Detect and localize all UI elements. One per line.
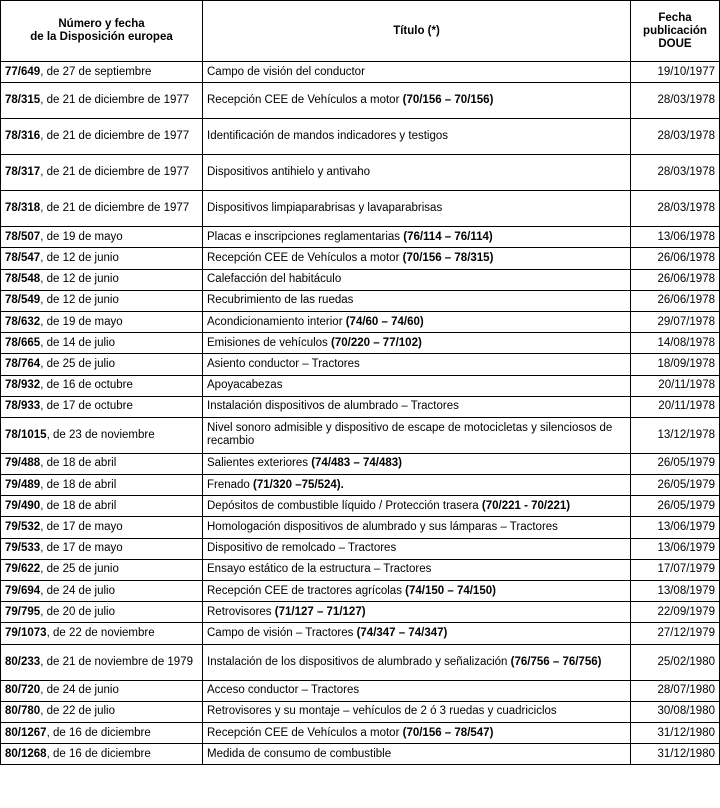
directive-number: 78/933 (5, 400, 41, 413)
directive-title: Campo de visión del conductor (207, 65, 365, 78)
cell-title (203, 248, 631, 269)
cell-title (203, 496, 631, 517)
directive-title: Salientes exteriores (207, 457, 312, 470)
cell-title (203, 290, 631, 311)
cell-title (203, 453, 631, 474)
table-row (1, 396, 720, 417)
table-row (1, 155, 720, 191)
cell-publication-date: 31/12/1980 (631, 744, 720, 765)
cell-title (203, 701, 631, 722)
directive-date: , de 20 de julio (40, 605, 115, 618)
directive-number: 78/315 (5, 94, 41, 107)
cell-publication-date: 28/03/1978 (631, 83, 720, 119)
table-header (1, 1, 720, 62)
directive-reference: (74/347 – 74/347) (356, 626, 448, 639)
table-row (1, 311, 720, 332)
directive-number: 78/549 (5, 294, 41, 307)
directive-date: , de 16 de diciembre (46, 726, 151, 739)
cell-number-date (1, 644, 203, 680)
cell-title (203, 62, 631, 83)
directive-date: , de 25 de junio (40, 563, 119, 576)
directive-number: 78/318 (5, 202, 41, 215)
cell-publication-date: 13/06/1979 (631, 538, 720, 559)
cell-number-date (1, 453, 203, 474)
table-row (1, 453, 720, 474)
directive-date: , de 21 de diciembre de 1977 (40, 130, 190, 143)
cell-title (203, 333, 631, 354)
cell-publication-date: 26/06/1978 (631, 290, 720, 311)
directive-date: , de 21 de diciembre de 1977 (40, 94, 190, 107)
header-title: Título (*) (203, 1, 631, 62)
cell-title (203, 722, 631, 743)
cell-title (203, 417, 631, 453)
table-row (1, 269, 720, 290)
table-row (1, 375, 720, 396)
directive-title: Apoyacabezas (207, 379, 283, 392)
directive-date: , de 12 de junio (40, 251, 119, 264)
cell-publication-date: 29/07/1978 (631, 311, 720, 332)
directive-date: , de 22 de noviembre (46, 626, 155, 639)
directive-title: Recepción CEE de Vehículos a motor (207, 251, 403, 264)
directive-date: , de 24 de junio (40, 684, 119, 697)
cell-number-date (1, 119, 203, 155)
cell-publication-date: 26/06/1978 (631, 269, 720, 290)
cell-title (203, 191, 631, 227)
directive-number: 78/548 (5, 273, 41, 286)
cell-publication-date: 22/09/1979 (631, 602, 720, 623)
directive-date: , de 27 de septiembre (40, 65, 152, 78)
cell-title (203, 538, 631, 559)
directive-date: , de 16 de diciembre (46, 747, 151, 760)
directive-number: 78/317 (5, 166, 41, 179)
directive-number: 78/665 (5, 336, 41, 349)
cell-publication-date: 26/05/1979 (631, 453, 720, 474)
cell-number-date (1, 333, 203, 354)
cell-number-date (1, 559, 203, 580)
cell-publication-date: 26/05/1979 (631, 475, 720, 496)
table-row (1, 227, 720, 248)
cell-publication-date: 17/07/1979 (631, 559, 720, 580)
cell-title (203, 354, 631, 375)
directive-title: Recubrimiento de las ruedas (207, 294, 354, 307)
directive-title: Depósitos de combustible líquido / Protección trasera (207, 499, 482, 512)
directive-date: , de 22 de julio (40, 705, 115, 718)
cell-title (203, 744, 631, 765)
cell-number-date (1, 680, 203, 701)
cell-title (203, 119, 631, 155)
table-row (1, 333, 720, 354)
directive-date: , de 19 de mayo (40, 230, 123, 243)
directive-title: Acceso conductor – Tractores (207, 684, 360, 697)
table-row (1, 417, 720, 453)
directive-number: 79/1073 (5, 626, 47, 639)
cell-title (203, 155, 631, 191)
cell-title (203, 269, 631, 290)
cell-publication-date: 20/11/1978 (631, 396, 720, 417)
directive-date: , de 17 de mayo (40, 542, 123, 555)
directive-title: Dispositivo de remolcado – Tractores (207, 542, 397, 555)
directive-title: Medida de consumo de combustible (207, 747, 392, 760)
directive-date: , de 23 de noviembre (46, 428, 155, 441)
directive-date: , de 12 de junio (40, 273, 119, 286)
directive-reference: (70/156 – 70/156) (402, 94, 494, 107)
directive-date: , de 16 de octubre (40, 379, 133, 392)
table-row (1, 559, 720, 580)
cell-number-date (1, 602, 203, 623)
cell-title (203, 227, 631, 248)
cell-number-date (1, 538, 203, 559)
directive-title: Nivel sonoro admisible y dispositivo de escape de motocicletas y silenciosos de recambio (207, 422, 613, 448)
directive-number: 78/547 (5, 251, 41, 264)
cell-number-date (1, 354, 203, 375)
directive-date: , de 17 de octubre (40, 400, 133, 413)
directive-number: 78/932 (5, 379, 41, 392)
directive-reference: (74/60 – 74/60) (345, 315, 424, 328)
directive-number: 79/490 (5, 499, 41, 512)
table-row (1, 680, 720, 701)
header-number-date-line2: de la Disposición europea (30, 31, 173, 43)
directive-date: , de 21 de diciembre de 1977 (40, 166, 190, 179)
cell-publication-date: 19/10/1977 (631, 62, 720, 83)
directive-title: Recepción CEE de tractores agrícolas (207, 584, 406, 597)
directive-title: Retrovisores y su montaje – vehículos de 2 ó 3 ruedas y cuadriciclos (207, 705, 557, 718)
cell-number-date (1, 581, 203, 602)
cell-publication-date: 14/08/1978 (631, 333, 720, 354)
directive-title: Campo de visión – Tractores (207, 626, 357, 639)
header-pub-line3: DOUE (658, 37, 692, 50)
table-row (1, 83, 720, 119)
directive-date: , de 21 de noviembre de 1979 (40, 655, 193, 668)
table-body (1, 62, 720, 765)
cell-publication-date: 26/06/1978 (631, 248, 720, 269)
table-row (1, 538, 720, 559)
directive-reference: (74/483 – 74/483) (311, 457, 402, 470)
directive-title: Calefacción del habitáculo (207, 273, 342, 286)
directive-number: 79/532 (5, 521, 41, 534)
cell-publication-date: 25/02/1980 (631, 644, 720, 680)
directive-number: 80/720 (5, 684, 41, 697)
cell-publication-date: 28/03/1978 (631, 119, 720, 155)
directive-number: 79/489 (5, 478, 41, 491)
table-row (1, 517, 720, 538)
directive-reference: (71/320 –75/524). (253, 478, 344, 491)
cell-number-date (1, 83, 203, 119)
cell-number-date (1, 722, 203, 743)
cell-number-date (1, 311, 203, 332)
cell-number-date (1, 227, 203, 248)
cell-number-date (1, 62, 203, 83)
table-row (1, 191, 720, 227)
directive-number: 78/764 (5, 357, 41, 370)
directive-number: 79/488 (5, 457, 41, 470)
cell-title (203, 559, 631, 580)
cell-number-date (1, 248, 203, 269)
directive-reference: (70/220 – 77/102) (331, 336, 422, 349)
directive-number: 80/233 (5, 655, 41, 668)
directive-number: 78/316 (5, 130, 41, 143)
directive-title: Recepción CEE de Vehículos a motor (207, 726, 403, 739)
cell-publication-date: 13/12/1978 (631, 417, 720, 453)
directive-title: Acondicionamiento interior (207, 315, 346, 328)
directive-title: Instalación dispositivos de alumbrado – Tractores (207, 400, 459, 413)
table-row (1, 290, 720, 311)
cell-title (203, 581, 631, 602)
table-row (1, 62, 720, 83)
directive-date: , de 18 de abril (40, 478, 117, 491)
cell-title (203, 644, 631, 680)
directive-number: 80/780 (5, 705, 41, 718)
cell-number-date (1, 290, 203, 311)
directive-reference: (76/756 – 76/756) (510, 655, 602, 668)
cell-publication-date: 28/03/1978 (631, 155, 720, 191)
directive-title: Retrovisores (207, 605, 275, 618)
cell-publication-date: 20/11/1978 (631, 375, 720, 396)
cell-title (203, 517, 631, 538)
directive-date: , de 25 de julio (40, 357, 115, 370)
header-number-date-line1: Número y fecha (58, 18, 145, 30)
table-row (1, 722, 720, 743)
directive-date: , de 21 de diciembre de 1977 (40, 202, 190, 215)
cell-number-date (1, 623, 203, 644)
cell-number-date (1, 475, 203, 496)
directive-reference: (71/127 – 71/127) (274, 605, 366, 618)
table-row (1, 602, 720, 623)
cell-title (203, 396, 631, 417)
directive-reference: (70/221 - 70/221) (481, 499, 571, 512)
directive-number: 79/694 (5, 584, 41, 597)
directive-title: Identificación de mandos indicadores y testigos (207, 130, 449, 143)
directive-title: Asiento conductor – Tractores (207, 357, 360, 370)
cell-title (203, 623, 631, 644)
directive-date: , de 24 de julio (40, 584, 115, 597)
directive-date: , de 12 de junio (40, 294, 119, 307)
header-pub-line2: publicación (643, 24, 707, 37)
directive-title: Homologación dispositivos de alumbrado y sus lámparas – Tractores (207, 521, 558, 534)
cell-title (203, 602, 631, 623)
cell-number-date (1, 517, 203, 538)
cell-publication-date: 31/12/1980 (631, 722, 720, 743)
cell-number-date (1, 269, 203, 290)
directive-date: , de 18 de abril (40, 457, 117, 470)
cell-publication-date: 13/06/1978 (631, 227, 720, 248)
directive-number: 80/1267 (5, 726, 47, 739)
directive-title: Dispositivos limpiaparabrisas y lavaparabrisas (207, 202, 443, 215)
cell-publication-date: 26/05/1979 (631, 496, 720, 517)
directive-title: Frenado (207, 478, 254, 491)
cell-number-date (1, 375, 203, 396)
directive-number: 80/1268 (5, 747, 47, 760)
cell-title (203, 83, 631, 119)
table-row (1, 581, 720, 602)
directive-reference: (76/114 – 76/114) (403, 230, 493, 243)
cell-publication-date: 13/08/1979 (631, 581, 720, 602)
directive-reference: (70/156 – 78/547) (402, 726, 494, 739)
cell-title (203, 475, 631, 496)
header-pub-line1: Fecha (658, 11, 692, 24)
directive-number: 79/533 (5, 542, 41, 555)
cell-publication-date: 28/07/1980 (631, 680, 720, 701)
directive-title: Emisiones de vehículos (207, 336, 332, 349)
cell-number-date (1, 744, 203, 765)
cell-number-date (1, 417, 203, 453)
directive-number: 79/622 (5, 563, 41, 576)
table-row (1, 644, 720, 680)
cell-number-date (1, 191, 203, 227)
table-row (1, 475, 720, 496)
cell-publication-date: 27/12/1979 (631, 623, 720, 644)
directive-number: 78/507 (5, 230, 41, 243)
cell-number-date (1, 155, 203, 191)
directive-date: , de 18 de abril (40, 499, 117, 512)
header-publication-date (631, 1, 720, 62)
directive-title: Ensayo estático de la estructura – Tractores (207, 563, 432, 576)
table-row (1, 623, 720, 644)
cell-number-date (1, 701, 203, 722)
cell-title (203, 375, 631, 396)
directive-number: 77/649 (5, 65, 41, 78)
table-row (1, 354, 720, 375)
directive-reference: (74/150 – 74/150) (405, 584, 496, 597)
directive-title: Dispositivos antihielo y antivaho (207, 166, 371, 179)
directive-title: Placas e inscripciones reglamentarias (207, 230, 404, 243)
directive-date: , de 19 de mayo (40, 315, 123, 328)
table-row (1, 744, 720, 765)
directive-number: 78/1015 (5, 428, 47, 441)
directive-reference: (70/156 – 78/315) (402, 251, 494, 264)
table-row (1, 701, 720, 722)
cell-number-date (1, 396, 203, 417)
directive-number: 79/795 (5, 605, 41, 618)
cell-publication-date: 28/03/1978 (631, 191, 720, 227)
cell-publication-date: 30/08/1980 (631, 701, 720, 722)
directive-number: 78/632 (5, 315, 41, 328)
table-row (1, 248, 720, 269)
cell-title (203, 680, 631, 701)
cell-title (203, 311, 631, 332)
directive-date: , de 17 de mayo (40, 521, 123, 534)
table-row (1, 119, 720, 155)
cell-number-date (1, 496, 203, 517)
header-number-date (1, 1, 203, 62)
table-row (1, 496, 720, 517)
directive-title: Recepción CEE de Vehículos a motor (207, 94, 403, 107)
directive-date: , de 14 de julio (40, 336, 115, 349)
directive-title: Instalación de los dispositivos de alumbrado y señalización (207, 655, 511, 668)
cell-publication-date: 13/06/1979 (631, 517, 720, 538)
cell-publication-date: 18/09/1978 (631, 354, 720, 375)
